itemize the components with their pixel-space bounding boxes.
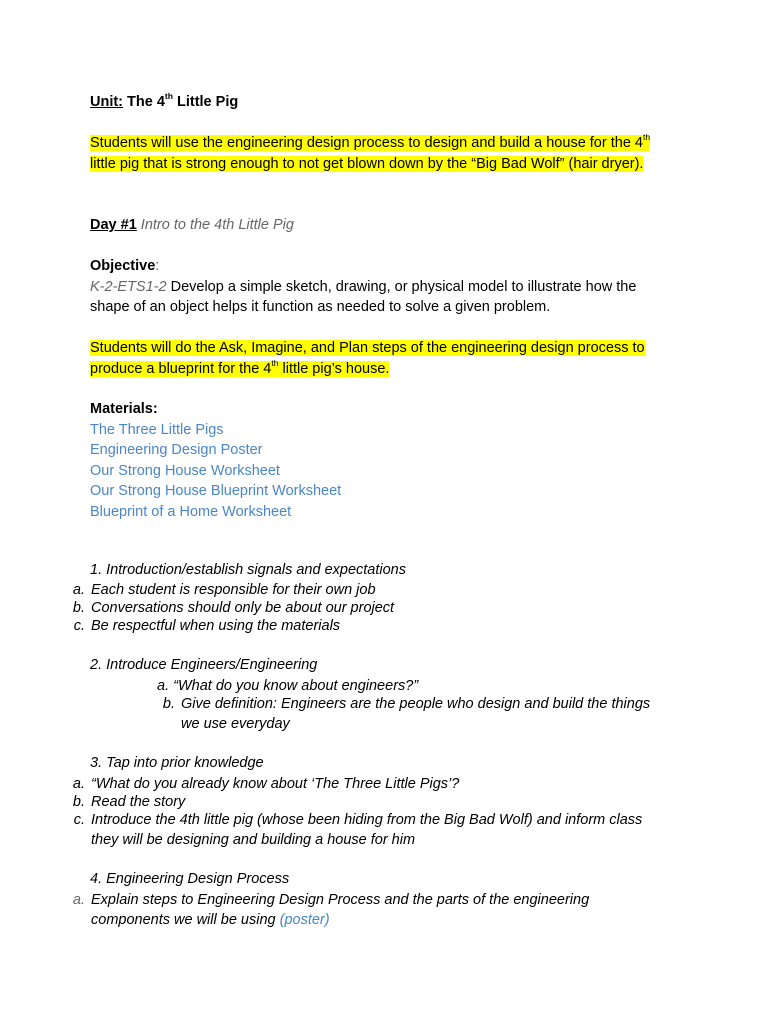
material-link[interactable]: Blueprint of a Home Worksheet bbox=[90, 503, 292, 520]
list-item: b. Conversations should only be about our project bbox=[72, 600, 395, 616]
list-item: a. Explain steps to Engineering Design Process and the parts of the engineering bbox=[72, 892, 590, 908]
intro-paragraph: Students will use the engineering design process to design and build a house for the 4th little pig that is strong enough to not get blown down by the “Big Bad Wolf” (hair dryer). bbox=[90, 132, 651, 172]
unit-heading bbox=[90, 92, 238, 113]
list-item: a. “What do you know about engineers?” bbox=[157, 678, 419, 694]
objective-section: Objective: K-2-ETS1-2 Develop a simple sketch, drawing, or physical model to illustrate how the shape of an object helps it function as needed to solve a given problem. bbox=[90, 258, 637, 315]
list-item: b. Give definition: Engineers are the people who design and build the things bbox=[162, 696, 651, 712]
objective-label: Objective bbox=[90, 258, 156, 274]
list-item: a. “What do you already know about ‘The Three Little Pigs’? bbox=[72, 776, 460, 792]
standard-code: K-2-ETS1-2 bbox=[90, 278, 167, 295]
list-item-continuation: we use everyday bbox=[181, 716, 290, 732]
unit-title: The 4th Little Pig bbox=[127, 91, 239, 110]
step-4-list bbox=[72, 891, 590, 931]
materials-section bbox=[90, 399, 341, 522]
goal-paragraph: Students will do the Ask, Imagine, and Plan steps of the engineering design process to produce a blueprint for the 4th little pig’s house. bbox=[90, 340, 645, 377]
unit-prefix: Unit: bbox=[90, 94, 124, 110]
step-2-list bbox=[157, 677, 651, 735]
list-item-continuation: they will be designing and building a house for him bbox=[91, 832, 416, 848]
list-item: a. Each student is responsible for their own job bbox=[72, 582, 376, 598]
material-link[interactable]: Engineering Design Poster bbox=[90, 442, 263, 458]
materials-label: Materials: bbox=[90, 401, 158, 417]
poster-link[interactable]: (poster) bbox=[279, 912, 330, 928]
step-1-list bbox=[72, 581, 395, 635]
day-label: Day #1 bbox=[90, 217, 137, 233]
step-heading: 4. Engineering Design Process bbox=[90, 871, 290, 887]
list-item-continuation: components we will be using (poster) bbox=[91, 912, 330, 928]
material-link[interactable]: Our Strong House Worksheet bbox=[90, 462, 280, 479]
day-heading bbox=[90, 215, 294, 236]
material-link[interactable]: Our Strong House Blueprint Worksheet bbox=[90, 483, 342, 499]
list-item: c. Be respectful when using the materials bbox=[73, 618, 341, 634]
list-item: c. Introduce the 4th little pig (whose been hiding from the Big Bad Wolf) and inform class bbox=[73, 812, 643, 828]
list-item: b. Read the story bbox=[72, 794, 186, 810]
material-link[interactable]: The Three Little Pigs bbox=[90, 421, 224, 438]
step-3-list bbox=[72, 775, 643, 851]
day-subtitle: Intro to the 4th Little Pig bbox=[140, 217, 294, 233]
step-heading: 2. Introduce Engineers/Engineering bbox=[90, 657, 318, 673]
step-heading: 3. Tap into prior knowledge bbox=[90, 755, 264, 771]
step-heading: 1. Introduction/establish signals and expectations bbox=[90, 562, 406, 578]
